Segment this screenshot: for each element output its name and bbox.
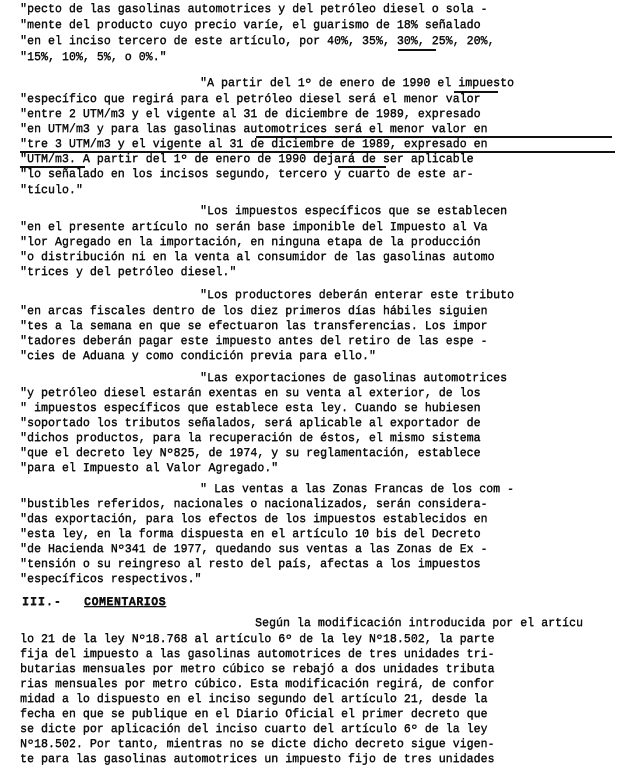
text-line: "de Hacienda Nº341 de 1977, quedando sus ventas a las Zonas de Ex - (20, 543, 488, 556)
text-line: te para las gasolinas automotrices un impuesto fijo de tres unidades (20, 753, 495, 766)
text-line: midad a lo dispuesto en el inciso segundo del artículo 21, desde la (20, 693, 488, 706)
text-line: "que el decreto ley Nº825, de 1974, y su reglamentación, establece (20, 447, 481, 460)
text-line: "entre 2 UTM/m3 y el vigente al 31 de diciembre de 1989, expresado (20, 108, 481, 121)
text-line: "esta ley, en la forma dispuesta en el artículo 10 bis del Decreto (20, 528, 481, 541)
text-line: "tre 3 UTM/m3 y el vigente al 31 de diciembre de 1989, expresado en (20, 138, 488, 151)
section-number: III.- (22, 596, 62, 609)
text-line: lo 21 de la ley Nº18.768 al artículo 6º de la ley Nº18.502, la parte (20, 633, 495, 646)
text-line: "Las exportaciones de gasolinas automotrices (200, 372, 508, 385)
text-line: "lo señalado en los incisos segundo, tercero y cuarto de este ar- (20, 168, 474, 181)
text-line: "específicos respectivos." (20, 573, 202, 586)
text-line: se dicte por aplicación del inciso cuarto del artículo 6º de la ley (20, 723, 488, 736)
text-line: "mente del producto cuyo precio varíe, el guarismo de 18% señalado (20, 19, 481, 32)
text-line: rias mensuales por metro cúbico. Esta modificación regirá, de confor (20, 678, 495, 691)
handwritten-underline (454, 91, 498, 93)
text-line: "específico que regirá para el petróleo diesel será el menor valor (20, 93, 481, 106)
section-title: COMENTARIOS (84, 596, 167, 609)
text-line: "lor Agregado en la importación, en ninguna etapa de la producción (20, 236, 481, 249)
text-line: "en el presente artículo no serán base imponible del Impuesto al Va (20, 221, 488, 234)
text-line: "trices y del petróleo diesel." (20, 266, 237, 279)
text-line: "das exportación, para los efectos de los impuestos establecidos en (20, 513, 488, 526)
text-line: "tes a la semana en que se efectuaron las transferencias. Los impor (20, 320, 488, 333)
text-line: "en UTM/m3 y para las gasolinas automotrices será el menor valor en (20, 123, 488, 136)
text-line: fecha en que se publique en el Diario Oficial el primer decreto que (20, 708, 488, 721)
text-line: butarias mensuales por metro cúbico se rebajó a dos unidades tributa (20, 663, 495, 676)
text-line: "UTM/m3. A partir del 1º de enero de 1990 dejará de ser aplicable (20, 153, 474, 166)
text-line: "A partir del 1º de enero de 1990 el impuesto (200, 77, 514, 90)
text-line: "pecto de las gasolinas automotrices y del petróleo diesel o sola - (20, 3, 488, 16)
text-line: "Los impuestos específicos que se establecen (200, 205, 508, 218)
text-line: "Los productores deberán enterar este tributo (200, 289, 514, 302)
text-line: "soportado los tributos señalados, será aplicable al exportador de (20, 417, 481, 430)
text-line: "o distribución ni en la venta al consumidor de las gasolinas automo (20, 251, 495, 264)
handwritten-underline (20, 151, 615, 153)
text-line: "15%, 10%, 5%, o 0%." (20, 51, 167, 64)
handwritten-underline (338, 166, 386, 168)
text-line: Según la modificación introducida por el artícu (255, 617, 583, 630)
text-line: fija del impuesto a las gasolinas automotrices de tres unidades tri- (20, 648, 495, 661)
text-line: "dichos productos, para la recuperación de éstos, el mismo sistema (20, 432, 481, 445)
text-line: "tensión o su reingreso al resto del país, afectas a los impuestos (20, 558, 481, 571)
text-line: "en arcas fiscales dentro de los diez primeros días hábiles siguien (20, 305, 488, 318)
text-line: "bustibles referidos, nacionales o nacionalizados, serán considera- (20, 498, 488, 511)
text-line: Nº18.502. Por tanto, mientras no se dicte dicho decreto sigue vigen- (20, 738, 495, 751)
text-line: "tículo." (20, 184, 83, 197)
text-line: "en el inciso tercero de este artículo, por 40%, 35%, 30%, 25%, 20%, (20, 35, 495, 48)
text-line: " impuestos específicos que establece esta ley. Cuando se hubiesen (20, 402, 481, 415)
text-line: "cies de Aduana y como condición previa para ello." (20, 350, 376, 363)
handwritten-underline (398, 49, 436, 51)
text-line: "tadores deberán pagar este impuesto antes del retiro de las espe - (20, 335, 488, 348)
handwritten-underline (256, 136, 612, 138)
text-line: " Las ventas a las Zonas Francas de los com - (200, 483, 514, 496)
text-line: "y petróleo diesel estarán exentas en su venta al exterior, de los (20, 387, 481, 400)
text-line: "para el Impuesto al Valor Agregado." (20, 462, 279, 475)
handwritten-underline (20, 166, 85, 168)
